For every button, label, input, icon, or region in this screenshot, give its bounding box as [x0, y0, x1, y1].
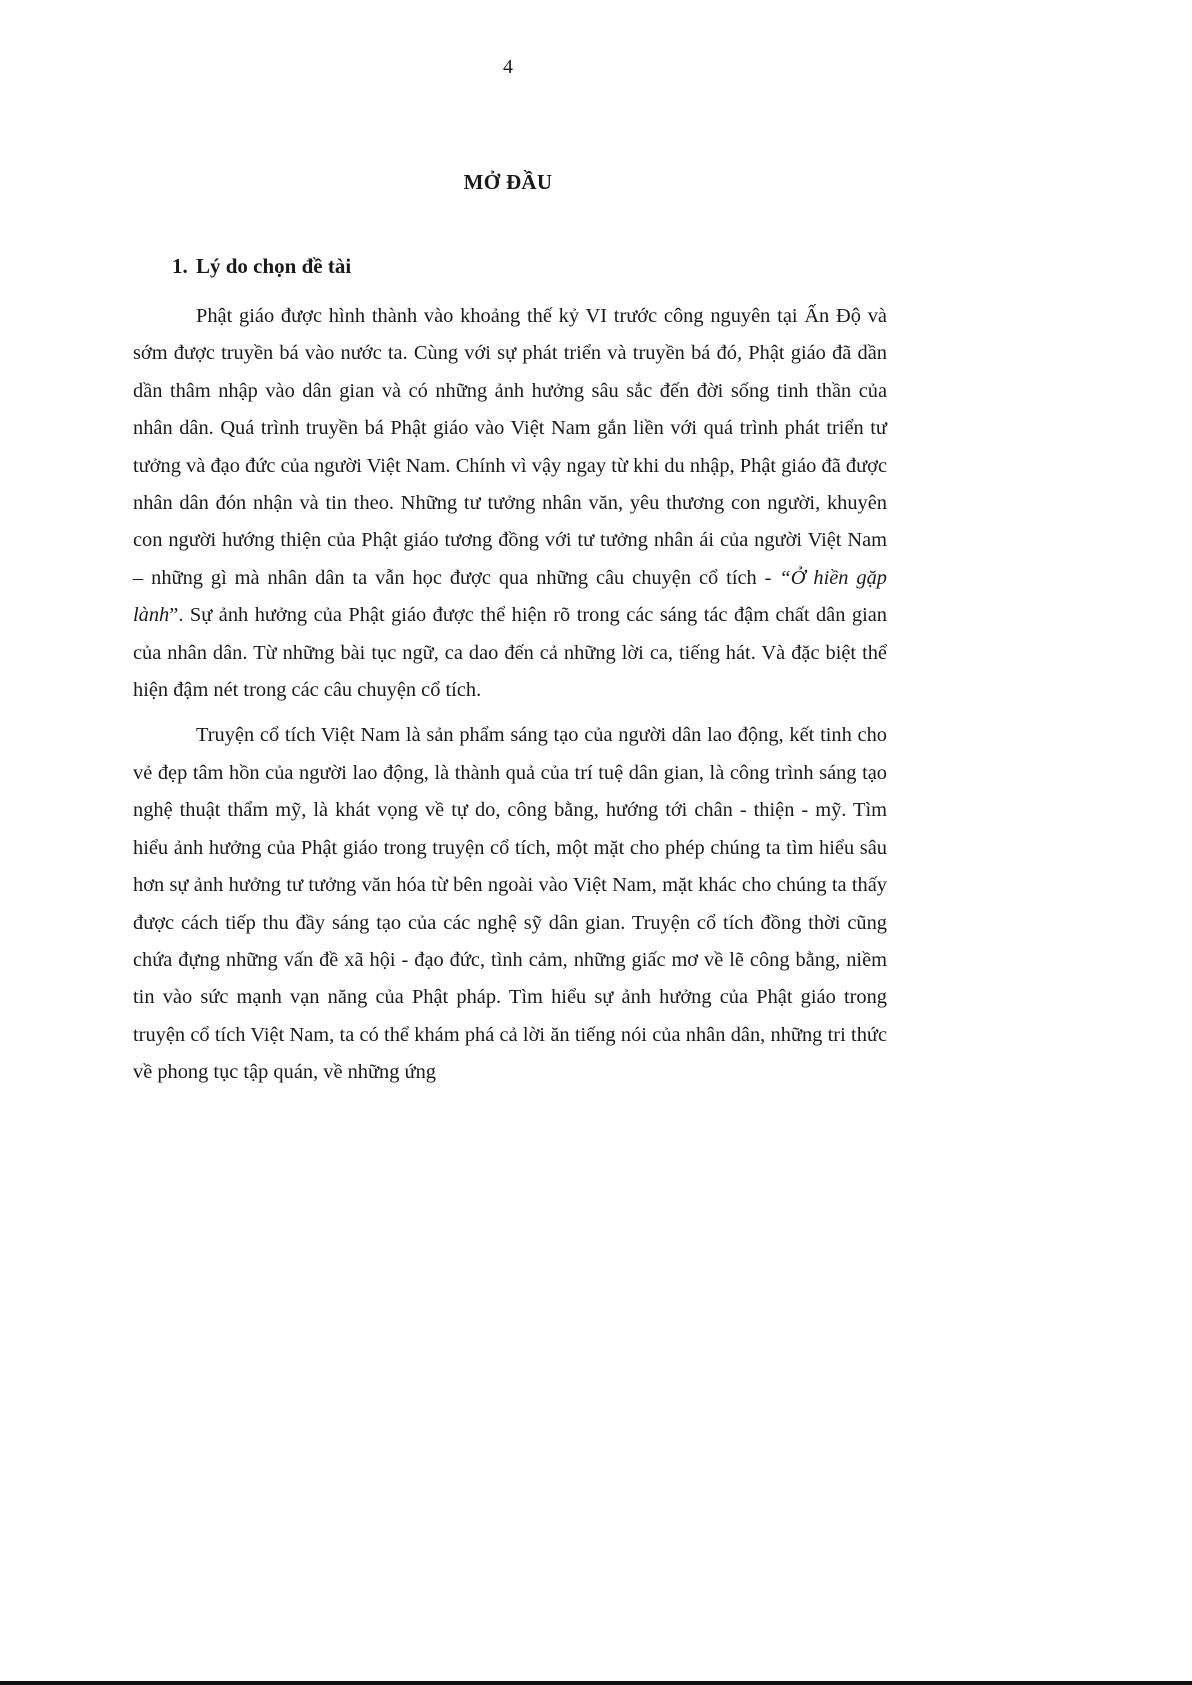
section-heading — [172, 254, 351, 279]
section-title: Lý do chọn đề tài — [196, 254, 352, 278]
paragraph-1-text-continued: ”. Sự ảnh hưởng của Phật giáo được thể hiện rõ trong các sáng tác đậm chất dân gian của nhân dân. Từ những bài tục ngữ, ca dao đến cả những lời ca, tiếng hát. Và đặc biệt thể hiện đậm nét trong các câu chuyện cổ tích. — [133, 604, 887, 702]
paragraph-1-text: Phật giáo được hình thành vào khoảng thế kỷ VI trước công nguyên tại Ấn Độ và sớm được truyền bá vào nước ta. Cùng với sự phát triển và truyền bá đó, Phật giáo đã dần dần thâm nhập vào dân gian và có những ảnh hưởng sâu sắc đến đời sống tinh thần của nhân dân. Quá trình truyền bá Phật giáo vào Việt Nam gắn liền với quá trình phát triển tư tưởng và đạo đức của người Việt Nam. Chính vì vậy ngay từ khi du nhập, Phật giáo đã được nhân dân đón nhận và tin theo. Những tư tưởng nhân văn, yêu thương con người, khuyên con người hướng thiện của Phật giáo tương đồng với tư tưởng nhân ái của người Việt Nam – những gì mà nhân dân ta vẫn học được qua những câu chuyện cổ tích - — [133, 305, 887, 589]
body-text — [133, 298, 887, 1092]
bottom-edge-bar — [0, 1681, 1192, 1685]
paragraph-1 — [133, 298, 887, 709]
proverb-quote: “Ở hiền gặp lành — [133, 566, 887, 627]
chapter-title: MỞ ĐẦU — [463, 170, 553, 194]
paragraph-2: Truyện cổ tích Việt Nam là sản phẩm sáng tạo của người dân lao động, kết tinh cho vẻ đẹp tâm hồn của người lao động, là thành quả của trí tuệ dân gian, là công trình sáng tạo nghệ thuật thẩm mỹ, là khát vọng về tự do, công bằng, hướng tới chân - thiện - mỹ. Tìm hiểu ảnh hưởng của Phật giáo trong truyện cổ tích, một mặt cho phép chúng ta tìm hiểu sâu hơn sự ảnh hưởng tư tưởng văn hóa từ bên ngoài vào Việt Nam, mặt khác cho chúng ta thấy được cách tiếp thu đầy sáng tạo của các nghệ sỹ dân gian. Truyện cổ tích đồng thời cũng chứa đựng những vấn đề xã hội - đạo đức, tình cảm, những giấc mơ về lẽ công bằng, niềm tin vào sức mạnh vạn năng của Phật pháp. Tìm hiểu sự ảnh hưởng của Phật giáo trong truyện cổ tích Việt Nam, ta có thể khám phá cả lời ăn tiếng nói của nhân dân, những tri thức về phong tục tập quán, về những ứng — [133, 724, 887, 1084]
section-number: 1. — [172, 254, 188, 278]
page-number: 4 — [503, 56, 513, 78]
